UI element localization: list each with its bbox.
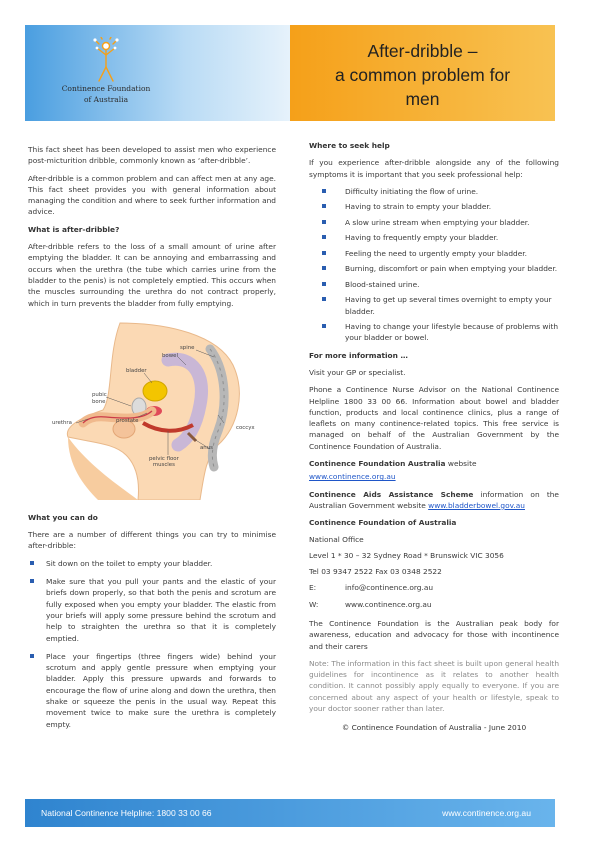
- list-item: Feeling the need to urgently empty your bladder.: [309, 248, 559, 259]
- list-item: Having to strain to empty your bladder.: [309, 201, 559, 212]
- web-row: [309, 599, 559, 610]
- continence-website-link[interactable]: www.continence.org.au: [309, 472, 396, 482]
- title-line-2: a common problem for: [334, 65, 511, 85]
- where-to-seek-help-heading: Where to seek help: [309, 141, 390, 150]
- right-column: [309, 140, 559, 734]
- helpline-paragraph: Phone a Continence Nurse Advisor on the National Continence Helpline 1800 33 00 66. Information about bowel and bladder function, products and local continence clinics, plus a range of leaflets on many continence-related topics. This free service is managed on behalf of the Australian Government by the Continence Foundation of Australia.: [309, 385, 559, 451]
- list-item: Having to change your lifestyle because of problems with your bladder or bowel.: [309, 321, 559, 344]
- what-is-heading: What is after-dribble?: [28, 224, 120, 234]
- cfa-name: Continence Foundation Australia: [309, 459, 446, 469]
- cfa-website-line: [309, 458, 559, 469]
- footer-website-link[interactable]: www.continence.org.au: [442, 808, 531, 818]
- label-prostate: prostate: [116, 417, 139, 424]
- symptoms-list: [309, 186, 559, 344]
- email-address[interactable]: info@continence.org.au: [345, 583, 434, 593]
- title-line-1: After-dribble –: [367, 41, 478, 61]
- more-info-heading: For more information …: [309, 350, 408, 360]
- male-pelvis-illustration: [28, 315, 276, 500]
- web-address[interactable]: www.continence.org.au: [345, 599, 432, 609]
- list-item: A slow urine stream when emptying your bladder.: [309, 217, 559, 228]
- web-label: W:: [309, 599, 319, 609]
- disclaimer-note: Note: The information in this fact sheet is built upon general health guidelines for incontinence as it relates to another health condition. It cannot possibly apply equally to everyone. If you are concerned about any aspect of your health or lifestyle, speak to your doctor sooner rather than later.: [309, 658, 559, 714]
- phone-fax: Tel 03 9347 2522 Fax 03 0348 2522: [309, 567, 442, 577]
- label-bowel: bowel: [162, 352, 178, 359]
- label-bone: bone: [92, 398, 106, 405]
- where-to-seek-help-paragraph: If you experience after-dribble alongside any of the following symptoms it is important that you seek professional help:: [309, 158, 559, 179]
- label-bladder: bladder: [126, 367, 147, 374]
- list-item: Make sure that you pull your pants and the elastic of your briefs down properly, so that both the penis and scrotum are fully exposed when you empty your bladder. The elastic from your briefs will apply some pressure behind the scrotum and help to straighten the urethra so that it is completely emptied.: [28, 576, 276, 644]
- office-label: National Office: [309, 534, 364, 544]
- what-is-paragraph: After-dribble refers to the loss of a small amount of urine after emptying the bladder. It can be annoying and embarrassing and occurs when the urethra (the tube which carries urine from the bladder to the penis) is not completely emptied. This occurs when the muscles surrounding the urethra do not contract properly, which in turn prevents the bladder from fully emptying.: [28, 242, 276, 308]
- anatomy-diagram: [28, 315, 276, 500]
- email-row: [309, 582, 559, 593]
- visit-gp-text: Visit your GP or specialist.: [309, 367, 406, 377]
- cfa-website-word: website: [445, 459, 477, 469]
- copyright-notice: © Continence Foundation of Australia - June 2010: [341, 723, 527, 733]
- list-item: Difficulty initiating the flow of urine.: [309, 186, 559, 197]
- label-coccyx: coccyx: [236, 424, 255, 431]
- caas-name: Continence Aids Assistance Scheme: [309, 489, 474, 499]
- org-name: Continence Foundation of Australia: [309, 518, 457, 528]
- list-item: Having to frequently empty your bladder.: [309, 232, 559, 243]
- caas-line: [309, 489, 559, 512]
- label-pelvic-floor: [149, 456, 179, 469]
- label-pelvic-line2: muscles: [152, 462, 175, 469]
- logo-line-2: of Australia: [83, 95, 129, 104]
- email-label: E:: [309, 583, 317, 593]
- caas-text: information on the Australian Government website: [309, 489, 559, 510]
- logo-line-1: Continence Foundation: [61, 84, 151, 93]
- label-urethra: urethra: [52, 419, 72, 426]
- what-you-can-do-intro: There are a number of different things you can try to minimise after-dribble:: [28, 530, 276, 551]
- header-title-panel: [290, 25, 555, 121]
- what-you-can-do-heading: What you can do: [28, 512, 98, 522]
- label-pubic: pubic: [92, 391, 107, 398]
- peak-body-statement: The Continence Foundation is the Australian peak body for awareness, education and advocacy for those with incontinence and their carers: [309, 619, 559, 651]
- list-item: Having to get up several times overnight to empty your bladder.: [309, 294, 559, 317]
- left-column: [28, 140, 276, 737]
- tips-list: [28, 558, 276, 730]
- list-item: Blood-stained urine.: [309, 279, 559, 290]
- list-item: Place your fingertips (three fingers wide) behind your scrotum and apply gentle pressure when emptying your bladder. Apply this pressure upwards and forwards to encourage the flow of urine along and down the urethra, then shake or squeeze the penis in the usual way. Repeat this movement twice to make sure the urethra is completely empty.: [28, 651, 276, 730]
- label-anus: anus: [200, 444, 213, 451]
- list-item: Sit down on the toilet to empty your bladder.: [28, 558, 276, 569]
- continence-foundation-logo: [41, 37, 171, 117]
- logo-figure-icon: [41, 37, 171, 87]
- cfa-link-line: [309, 471, 559, 482]
- header-logo-panel: [25, 25, 290, 121]
- label-spine: spine: [180, 344, 195, 351]
- page-title: [300, 39, 545, 111]
- footer-helpline: National Continence Helpline: 1800 33 00 66: [41, 808, 212, 818]
- label-pelvic-line1: pelvic floor: [149, 455, 179, 462]
- header: [25, 25, 555, 121]
- footer-bar: [25, 799, 555, 827]
- common-problem-paragraph: After-dribble is a common problem and can affect men at any age. This fact sheet provides you with general information about managing the condition and where to seek further information and advice.: [28, 173, 276, 217]
- title-line-3: men: [405, 89, 440, 109]
- intro-paragraph: This fact sheet has been developed to assist men who experience post-micturition dribble, commonly known as ‘after-dribble’.: [28, 145, 276, 166]
- bladderbowel-link[interactable]: www.bladderbowel.gov.au: [428, 500, 525, 510]
- list-item: Burning, discomfort or pain when emptying your bladder.: [309, 263, 559, 274]
- postal-address: Level 1 * 30 – 32 Sydney Road * Brunswick VIC 3056: [309, 550, 504, 560]
